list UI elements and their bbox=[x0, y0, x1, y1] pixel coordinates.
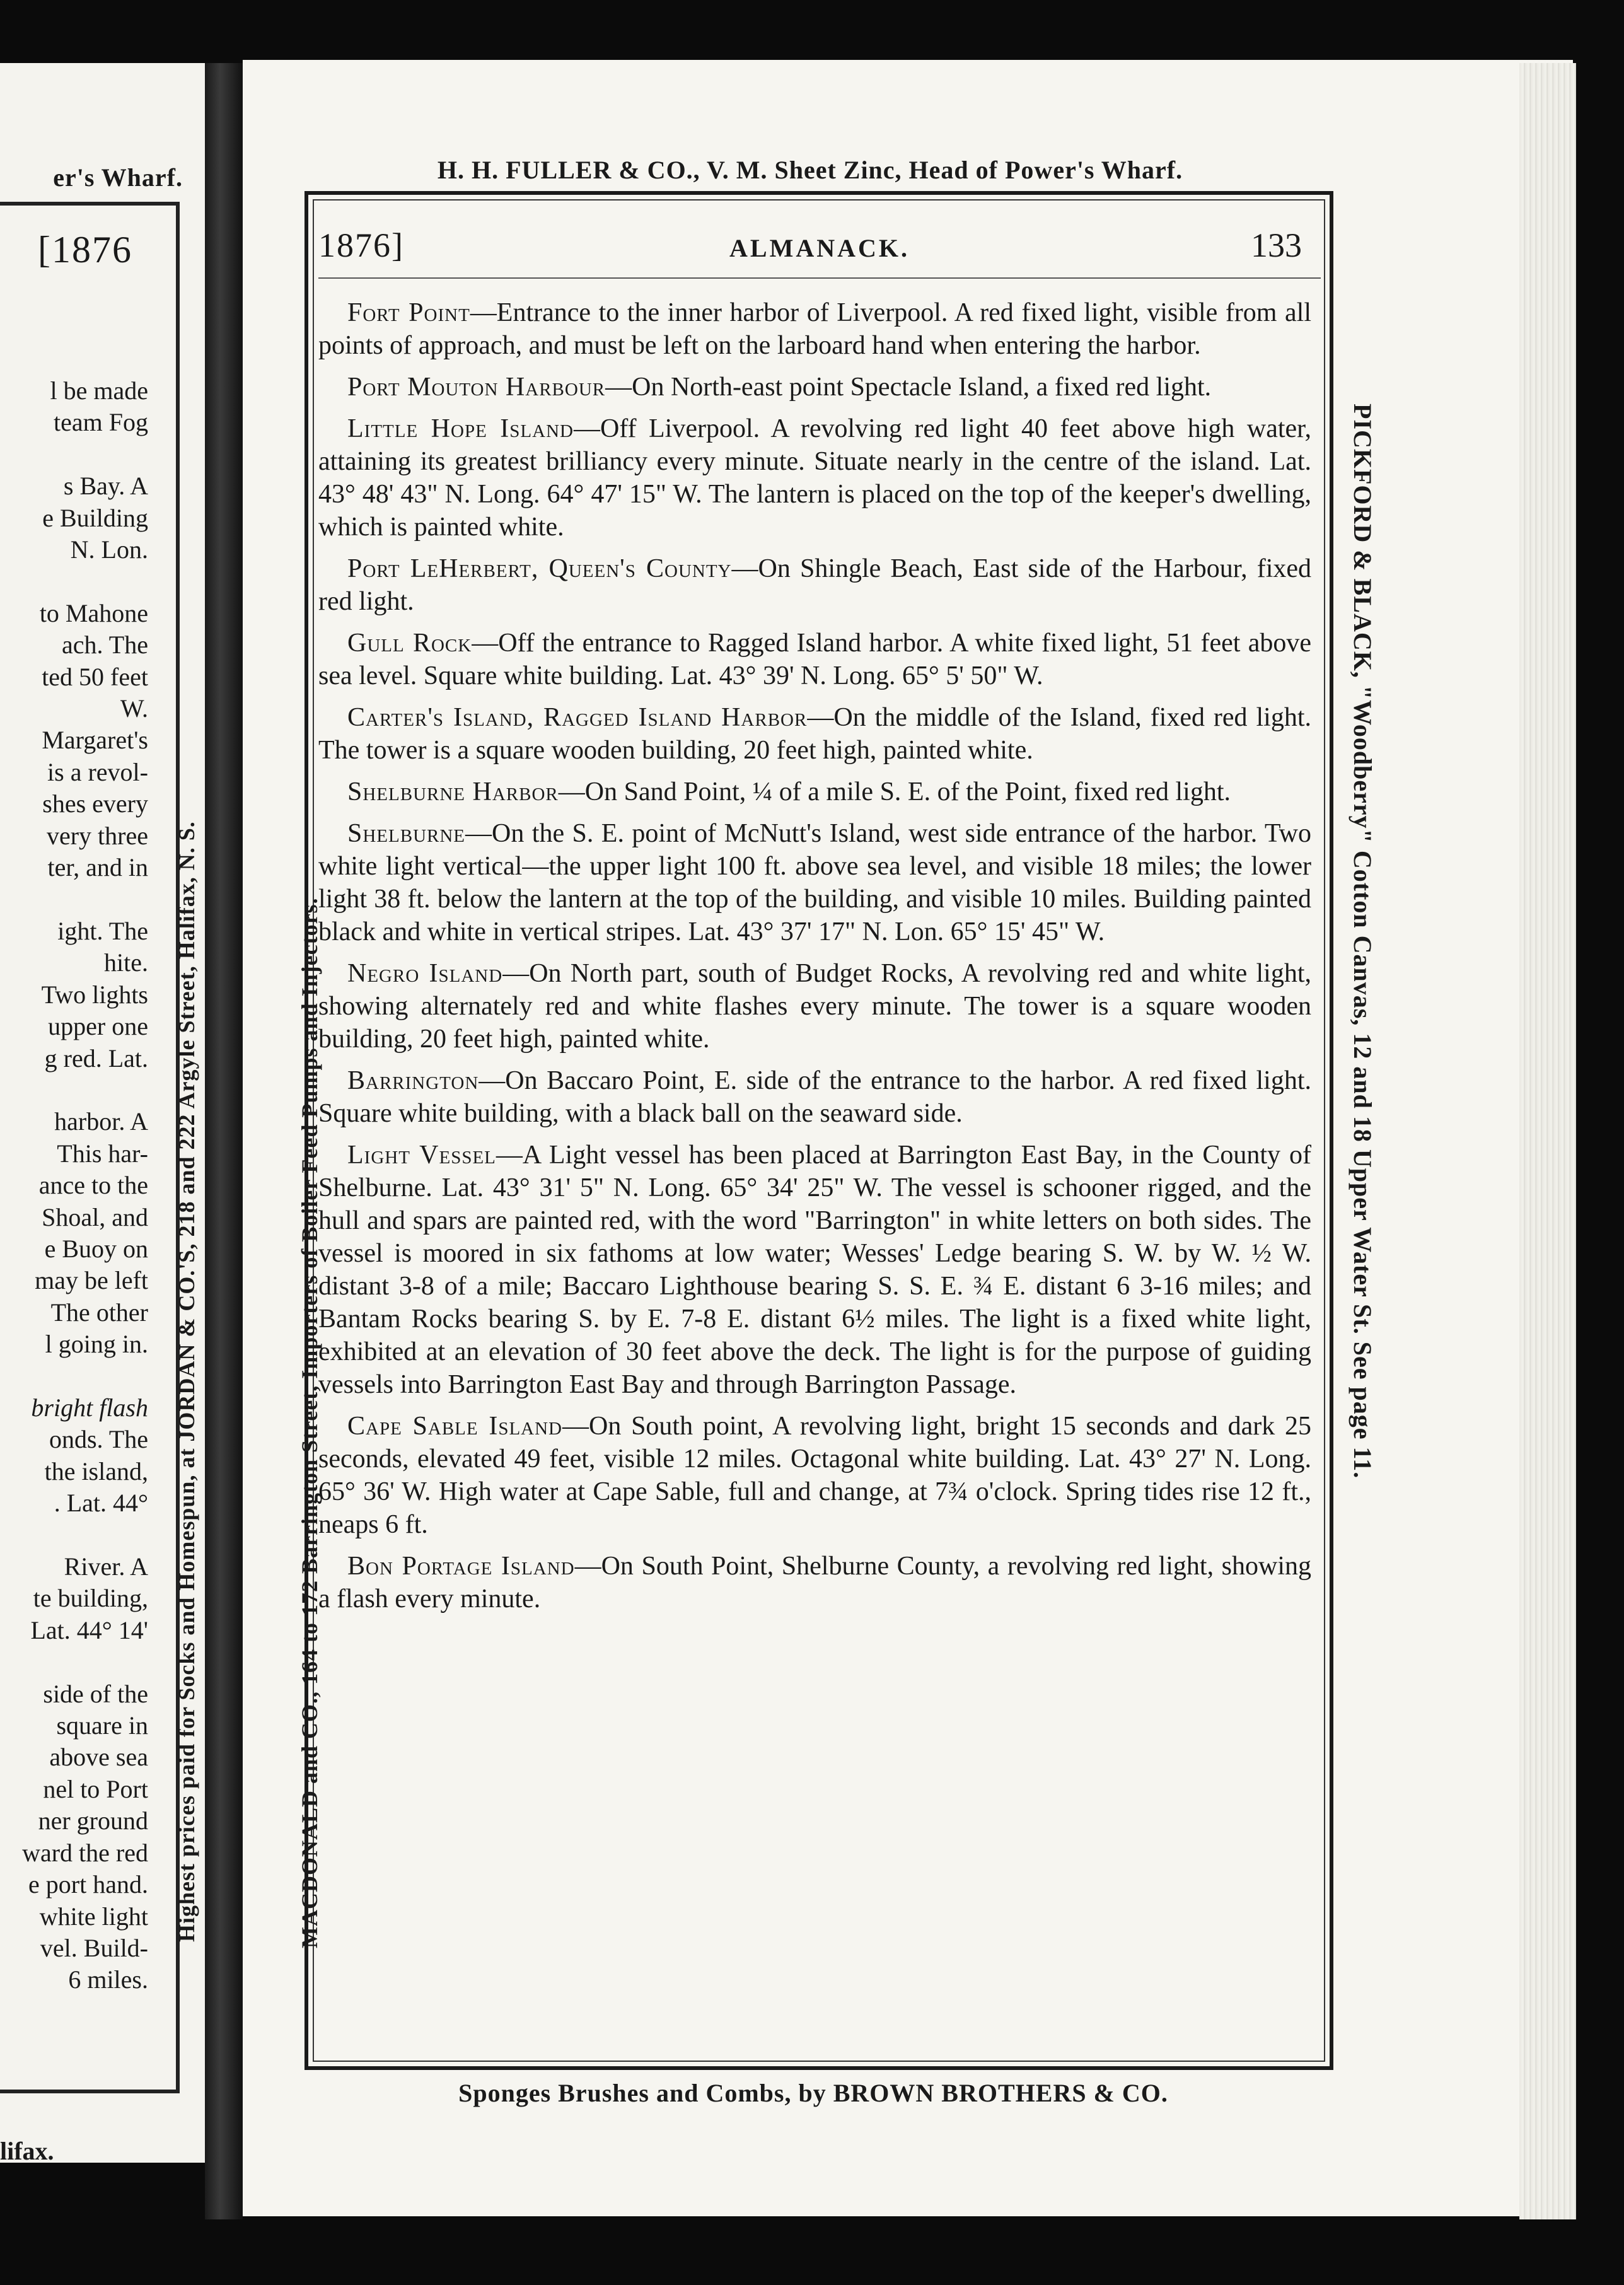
entry-text: —On North-east point Spectacle Island, a fixed red light. bbox=[605, 373, 1212, 402]
text-line: white light bbox=[39, 1902, 148, 1931]
entry-text: —On the middle of the Island, fixed red light. The tower is a square wooden building, 20 feet high, painted white. bbox=[318, 703, 1311, 765]
entry-heading: Shelburne bbox=[347, 819, 466, 848]
running-head-year: 1876] bbox=[318, 226, 404, 264]
text-line: team Fog bbox=[54, 408, 148, 437]
entry-carters-island bbox=[318, 701, 1311, 767]
text-line: Two lights bbox=[41, 980, 148, 1009]
entry-heading: Cape Sable Island bbox=[347, 1412, 562, 1441]
text-line: s Bay. A bbox=[63, 472, 148, 501]
text-line bbox=[0, 566, 148, 597]
entry-heading: Little Hope Island bbox=[347, 414, 574, 443]
text-line: ward the red bbox=[22, 1838, 148, 1867]
entry-port-leherbert bbox=[318, 552, 1311, 618]
entry-gull-rock bbox=[318, 627, 1311, 692]
previous-page-year: [1876 bbox=[38, 229, 132, 270]
text-line bbox=[0, 1361, 148, 1392]
entry-text: —On the S. E. point of McNutt's Island, west side entrance of the harbor. Two white light vertical—the upper light 100 ft. above sea level, and visible 18 miles; the lower light 38 ft. below the lantern at the top of the building, and visible 10 miles. Building painted black and white in vertical stripes. Lat. 43° 37' 17" N. Lon. 65° 15' 45" W. bbox=[318, 819, 1311, 946]
bottom-advert-banner: Sponges Brushes and Combs, by BROWN BROTHERS & CO. bbox=[458, 2079, 1168, 2107]
text-line: te building, bbox=[33, 1584, 148, 1613]
entry-bon-portage-island bbox=[318, 1550, 1311, 1615]
text-line: very three bbox=[46, 821, 148, 850]
previous-page-text bbox=[0, 375, 148, 1996]
text-line: square in bbox=[56, 1711, 148, 1740]
entry-heading: Barrington bbox=[347, 1066, 479, 1095]
text-line bbox=[0, 1074, 148, 1106]
outer-margin-advert: PICKFORD & BLACK, "Woodberry" Cotton Canvas, 12 and 18 Upper Water St. See page 11. bbox=[1348, 404, 1377, 1479]
entry-heading: Negro Island bbox=[347, 959, 503, 988]
entry-text: —On Sand Point, ¼ of a mile S. E. of the Point, fixed red light. bbox=[558, 777, 1231, 806]
previous-page-header: er's Wharf. bbox=[53, 163, 183, 192]
previous-page-margin-advert: Highest prices paid for Socks and Homespun, at JORDAN & CO.'S, 218 and 222 Argyle Street, Halifax, N. S. bbox=[174, 821, 199, 1942]
text-line: The other bbox=[50, 1298, 148, 1327]
entry-text: —On Baccaro Point, E. side of the entrance to the harbor. A red fixed light. Square white building, with a black ball on the seaward side. bbox=[318, 1066, 1311, 1128]
text-line: e Building bbox=[42, 503, 148, 532]
entry-text: —Off the entrance to Ragged Island harbor. A white fixed light, 51 feet above sea level. Square white building. Lat. 43° 39' N. Long. 65° 5' 50" W. bbox=[318, 629, 1311, 690]
text-line: e port hand. bbox=[28, 1870, 148, 1899]
text-line: side of the bbox=[43, 1679, 148, 1708]
entry-text: —On South point, A revolving light, bright 15 seconds and dark 25 seconds, elevated 49 feet, visible 12 miles. Octagonal white building. Lat. 43° 27' N. Long. 65° 36' W. High water at Cape Sable, full and change, at 7¾ o'clock. Spring tides rise 12 ft., neaps 6 ft. bbox=[318, 1412, 1311, 1539]
text-line: is a revol- bbox=[47, 757, 148, 786]
entry-heading: Bon Portage Island bbox=[347, 1552, 575, 1581]
entry-heading: Light Vessel bbox=[347, 1141, 496, 1170]
text-line: ach. The bbox=[62, 631, 148, 660]
entry-little-hope-island bbox=[318, 412, 1311, 544]
text-line: upper one bbox=[48, 1012, 148, 1041]
text-line: . Lat. 44° bbox=[54, 1489, 148, 1518]
text-line bbox=[0, 884, 148, 916]
lighthouse-entries bbox=[318, 296, 1311, 1624]
text-line bbox=[0, 1520, 148, 1551]
entry-fort-point bbox=[318, 296, 1311, 362]
text-line: may be left bbox=[35, 1266, 148, 1295]
page-edge bbox=[1519, 63, 1576, 2219]
text-line: Lat. 44° 14' bbox=[30, 1615, 148, 1644]
text-line: e Buoy on bbox=[44, 1234, 148, 1263]
text-line: vel. Build- bbox=[40, 1933, 148, 1962]
text-line: l be made bbox=[50, 376, 148, 405]
entry-text: —On South Point, Shelburne County, a revolving red light, showing a flash every minute. bbox=[318, 1552, 1311, 1613]
text-line: ted 50 feet bbox=[42, 662, 148, 691]
entry-text: —A Light vessel has been placed at Barrington East Bay, in the County of Shelburne. Lat. 43° 31' 5" N. Long. 65° 34' 25" W. The vessel is schooner rigged, and the hull and spars are painted red, with the word "Barrington" in white letters on both sides. The vessel is moored in six fathoms at low water; Wesses' Ledge bearing S. W. by W. ½ W. distant 3-8 of a mile; Baccaro Lighthouse bearing S. S. E. ¾ E. distant 6 3-16 miles; and Bantam Rocks bearing S. by E. 7-8 E. distant 6½ miles. The light is a fixed white light, exhibited at an elevation of 30 feet above the deck. The light is for the purpose of guiding vessels into Barrington East Bay and through Barrington Passage. bbox=[318, 1141, 1311, 1399]
text-line: bright flash bbox=[31, 1393, 148, 1422]
top-advert-banner: H. H. FULLER & CO., V. M. Sheet Zinc, Head of Power's Wharf. bbox=[437, 156, 1183, 184]
entry-barrington bbox=[318, 1064, 1311, 1130]
entry-text: —Entrance to the inner harbor of Liverpool. A red fixed light, visible from all points of approach, and must be left on the larboard hand when entering the harbor. bbox=[318, 298, 1311, 360]
text-line: l going in. bbox=[45, 1330, 148, 1359]
inner-margin-advert: MACDONALD and CO., 164 to 172 Barrington Street, Importers of Boiler Feed Pumps and Injectors. bbox=[297, 897, 322, 1948]
text-line: g red. Lat. bbox=[44, 1044, 148, 1073]
entry-negro-island bbox=[318, 957, 1311, 1055]
text-line: to Mahone bbox=[39, 598, 148, 627]
text-line bbox=[0, 1646, 148, 1678]
entry-text: —On North part, south of Budget Rocks, A revolving red and white light, showing alternately red and white flashes every minute. The tower is a square wooden building, 20 feet high, painted white. bbox=[318, 959, 1312, 1054]
previous-page-footer: lifax. bbox=[0, 2137, 54, 2163]
entry-heading: Shelburne Harbor bbox=[347, 777, 559, 806]
running-head-title: ALMANACK. bbox=[729, 234, 910, 262]
entry-heading: Fort Point bbox=[347, 298, 470, 327]
entry-heading: Carter's Island, Ragged Island Harbor bbox=[347, 703, 808, 732]
text-line: above sea bbox=[49, 1743, 148, 1772]
entry-heading: Port Mouton Harbour bbox=[347, 373, 606, 402]
entry-cape-sable-island bbox=[318, 1410, 1311, 1541]
text-line: Margaret's bbox=[42, 726, 148, 755]
text-line: harbor. A bbox=[54, 1107, 148, 1136]
text-line: ight. The bbox=[57, 916, 148, 945]
text-line: 6 miles. bbox=[68, 1965, 148, 1994]
entry-text: —On Shingle Beach, East side of the Harbour, fixed red light. bbox=[318, 554, 1311, 616]
text-line: ance to the bbox=[38, 1171, 148, 1200]
text-line: the island, bbox=[44, 1456, 148, 1486]
text-line: ter, and in bbox=[47, 853, 148, 882]
text-line: River. A bbox=[64, 1552, 148, 1581]
text-line: This har- bbox=[57, 1139, 148, 1168]
header-rule bbox=[318, 277, 1321, 279]
entry-shelburne-harbor bbox=[318, 776, 1311, 808]
text-line: onds. The bbox=[49, 1425, 148, 1454]
text-line: hite. bbox=[104, 948, 148, 977]
text-line: N. Lon. bbox=[70, 535, 148, 564]
text-line bbox=[0, 439, 148, 470]
entry-light-vessel bbox=[318, 1139, 1311, 1401]
page-number: 133 bbox=[1251, 226, 1302, 264]
text-line: Shoal, and bbox=[42, 1202, 148, 1231]
text-line: W. bbox=[120, 694, 148, 723]
text-line: shes every bbox=[42, 789, 148, 818]
text-line: nel to Port bbox=[43, 1774, 148, 1803]
text-line: ner ground bbox=[38, 1806, 148, 1835]
book-gutter bbox=[205, 63, 243, 2219]
entry-heading: Port LeHerbert, Queen's County bbox=[347, 554, 732, 583]
entry-port-mouton bbox=[318, 371, 1311, 404]
entry-shelburne bbox=[318, 817, 1311, 948]
entry-text: —Off Liverpool. A revolving red light 40 feet above high water, attaining its greatest brilliancy every minute. Situate nearly in the centre of the island. Lat. 43° 48' 43" N. Long. 64° 47' 15" W. The lantern is placed on the top of the keeper's dwelling, which is painted white. bbox=[318, 414, 1311, 542]
entry-heading: Gull Rock bbox=[347, 629, 472, 658]
